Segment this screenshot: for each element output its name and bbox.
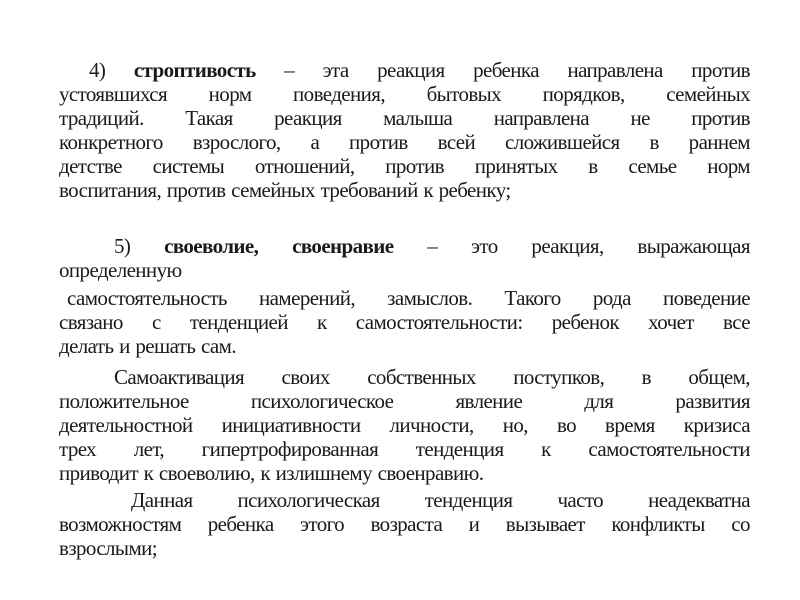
word: связано [59, 310, 123, 334]
word: поведения, [293, 82, 385, 106]
word: в [641, 365, 651, 389]
word: со [731, 512, 750, 536]
word: в [649, 130, 659, 154]
text-line [59, 365, 750, 389]
paragraph-self-will [59, 234, 750, 282]
word: семейных [666, 82, 750, 106]
word: неадекватна [648, 488, 750, 512]
word: тенденция [424, 488, 513, 512]
bold-term: строптивость [133, 58, 256, 82]
text-line [59, 389, 750, 413]
word: – [284, 58, 295, 82]
paragraph-conflicts [59, 488, 750, 560]
text-line [59, 130, 750, 154]
word: порядков, [542, 82, 625, 106]
word: и [119, 334, 136, 358]
word: не [630, 106, 650, 130]
word: – [427, 234, 438, 258]
text-line [59, 334, 750, 358]
bold-term: своеволие, [164, 234, 259, 258]
word: психологическое [250, 389, 394, 413]
word: выражающая [637, 234, 750, 258]
word: кризиса [683, 413, 750, 437]
text-line [59, 106, 750, 130]
word: эта [322, 58, 349, 82]
word: взрослого, [192, 130, 281, 154]
word: Такого [504, 286, 561, 310]
word: к [260, 461, 276, 485]
word: системы [152, 154, 225, 178]
word: к [423, 178, 439, 202]
word: своих [281, 365, 330, 389]
word: возраста [370, 512, 443, 536]
word: Самоактивация [114, 365, 245, 389]
word: против [349, 130, 408, 154]
word: лет, [133, 437, 164, 461]
word: взрослыми; [59, 536, 158, 560]
word: направлена [567, 58, 663, 82]
word: Данная [131, 488, 193, 512]
word: 5) [114, 234, 131, 258]
text-line [59, 536, 750, 560]
word: развития [675, 389, 750, 413]
word: рода [592, 286, 631, 310]
word: и [468, 512, 480, 536]
word: тенденция [415, 437, 504, 461]
word: вызывает [505, 512, 585, 536]
word: возможностям [59, 512, 182, 536]
word: хочет [648, 310, 694, 334]
paragraph-self-will-continued [59, 286, 750, 358]
word: общем, [688, 365, 750, 389]
word: замыслов. [387, 286, 473, 310]
word: реакция [274, 106, 342, 130]
word: против [691, 106, 750, 130]
word: традиций. [59, 106, 144, 130]
word: конкретного [59, 130, 163, 154]
word: во [556, 413, 577, 437]
word: сам. [200, 334, 236, 358]
word: к [317, 310, 327, 334]
word: часто [557, 488, 604, 512]
text-line [59, 258, 750, 282]
word: всей [437, 130, 476, 154]
word: намерений, [259, 286, 356, 310]
word: в [588, 154, 598, 178]
word: против [691, 58, 750, 82]
word: своеволию, [158, 461, 261, 485]
word: это [471, 234, 498, 258]
word: своенравию. [377, 461, 484, 485]
bold-term: своенравие [292, 234, 394, 258]
word: самостоятельности [588, 437, 750, 461]
word: воспитания, [59, 178, 167, 202]
word: конфликты [611, 512, 705, 536]
word: личности, [389, 413, 474, 437]
word: ребенка [473, 58, 539, 82]
word: Такая [185, 106, 233, 130]
word: к [541, 437, 551, 461]
text-line [59, 58, 750, 82]
word: против [385, 154, 444, 178]
paragraph-self-activation [59, 365, 750, 485]
word: отношений, [254, 154, 355, 178]
word: с [151, 310, 161, 334]
text-line [59, 286, 750, 310]
text-line [59, 461, 750, 485]
word: ребенок [551, 310, 620, 334]
word: определенную [59, 258, 182, 282]
word: норм [208, 82, 252, 106]
word: устоявшихся [59, 82, 168, 106]
word: психологическая [237, 488, 380, 512]
word: но, [502, 413, 528, 437]
word: ребенка [207, 512, 274, 536]
text-line [59, 234, 750, 258]
word: норм [707, 154, 750, 178]
word: семейных [231, 178, 321, 202]
word: все [723, 310, 750, 334]
text-line [59, 488, 750, 512]
word: решать [135, 334, 201, 358]
text-line [59, 437, 750, 461]
word: трех [59, 437, 97, 461]
word: реакция [377, 58, 445, 82]
word: собственных [367, 365, 476, 389]
word: поступков, [513, 365, 605, 389]
word: приводит [59, 461, 144, 485]
word: к [143, 461, 159, 485]
word: сложившейся [505, 130, 620, 154]
word: малыша [383, 106, 453, 130]
word: положительное [59, 389, 189, 413]
word: принятых [474, 154, 558, 178]
paragraph-stubbornness [59, 58, 750, 202]
text-line [59, 512, 750, 536]
word: самостоятельности: [355, 310, 523, 334]
word: требований [320, 178, 424, 202]
word: для [584, 389, 614, 413]
word: деятельностной [59, 413, 193, 437]
word: гипертрофированная [201, 437, 379, 461]
word: тенденцией [189, 310, 288, 334]
word: поведение [663, 286, 750, 310]
text-line [59, 154, 750, 178]
word: раннем [688, 130, 750, 154]
word: реакция, [531, 234, 604, 258]
word: самостоятельность [67, 286, 227, 310]
word: инициативности [221, 413, 361, 437]
word: делать [59, 334, 120, 358]
word: этого [300, 512, 345, 536]
word: а [310, 130, 320, 154]
word: ребенку; [438, 178, 511, 202]
word: время [605, 413, 655, 437]
word: направлена [493, 106, 590, 130]
text-line [59, 310, 750, 334]
word: явление [455, 389, 523, 413]
text-line [59, 82, 750, 106]
word: против [166, 178, 232, 202]
word: детстве [59, 154, 122, 178]
word: семье [628, 154, 677, 178]
text-line [59, 178, 750, 202]
word: бытовых [426, 82, 502, 106]
word: 4) [89, 58, 106, 82]
word: излишнему [275, 461, 378, 485]
text-line [59, 413, 750, 437]
